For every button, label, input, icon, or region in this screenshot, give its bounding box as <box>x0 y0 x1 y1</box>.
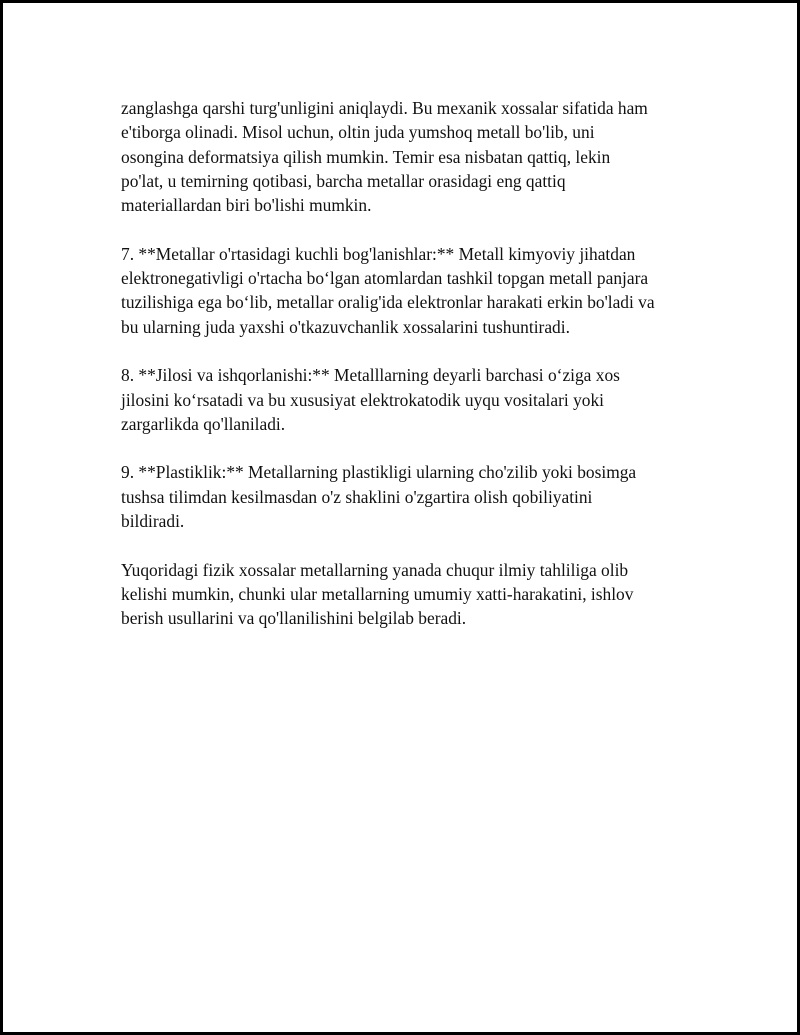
text-line: tushsa tilimdan kesilmasdan o'z shaklini o'zgartira olish qobiliyatini <box>121 486 593 507</box>
text-line: elektronegativligi o'rtacha bo‘lgan atomlardan tashkil topgan metall panjara <box>121 268 649 289</box>
text-line: berish usullarini va qo'llanilishini belgilab beradi. <box>121 608 467 629</box>
paragraph-item-9 <box>121 460 711 533</box>
text-line: osongina deformatsiya qilish mumkin. Temir esa nisbatan qattiq, lekin <box>121 146 611 167</box>
text-line: kelishi mumkin, chunki ular metallarning umumiy xatti-harakatini, ishlov <box>121 583 634 604</box>
text-line: bu ularning juda yaxshi o'tkazuvchanlik xossalarini tushuntiradi. <box>121 316 570 337</box>
text-line: 7. **Metallar o'rtasidagi kuchli bog'lanishlar:** Metall kimyoviy jihatdan <box>121 243 636 264</box>
paragraph-item-7 <box>121 242 711 339</box>
text-line: 9. **Plastiklik:** Metallarning plastikligi ularning cho'zilib yoki bosimga <box>121 462 637 483</box>
paragraph-conclusion <box>121 558 711 631</box>
text-line: e'tiborga olinadi. Misol uchun, oltin juda yumshoq metall bo'lib, uni <box>121 122 595 143</box>
paragraph-item-8 <box>121 363 711 436</box>
text-line: Yuqoridagi fizik xossalar metallarning yanada chuqur ilmiy tahliliga olib <box>121 559 629 580</box>
text-line: jilosini ko‘rsatadi va bu xususiyat elektrokatodik uyqu vositalari yoki <box>121 389 604 410</box>
text-line: tuzilishiga ega bo‘lib, metallar oralig'ida elektronlar harakati erkin bo'ladi va <box>121 292 655 313</box>
text-line: zargarlikda qo'llaniladi. <box>121 413 286 434</box>
document-body <box>121 96 711 655</box>
text-line: po'lat, u temirning qotibasi, barcha metallar orasidagi eng qattiq <box>121 170 566 191</box>
paragraph-mechanical-properties <box>121 96 711 217</box>
text-line: 8. **Jilosi va ishqorlanishi:** Metalllarning deyarli barchasi o‘ziga xos <box>121 365 620 386</box>
text-line: zanglashga qarshi turg'unligini aniqlaydi. Bu mexanik xossalar sifatida ham <box>121 98 648 118</box>
text-line: bildiradi. <box>121 511 185 532</box>
text-line: materiallardan biri bo'lishi mumkin. <box>121 195 372 216</box>
